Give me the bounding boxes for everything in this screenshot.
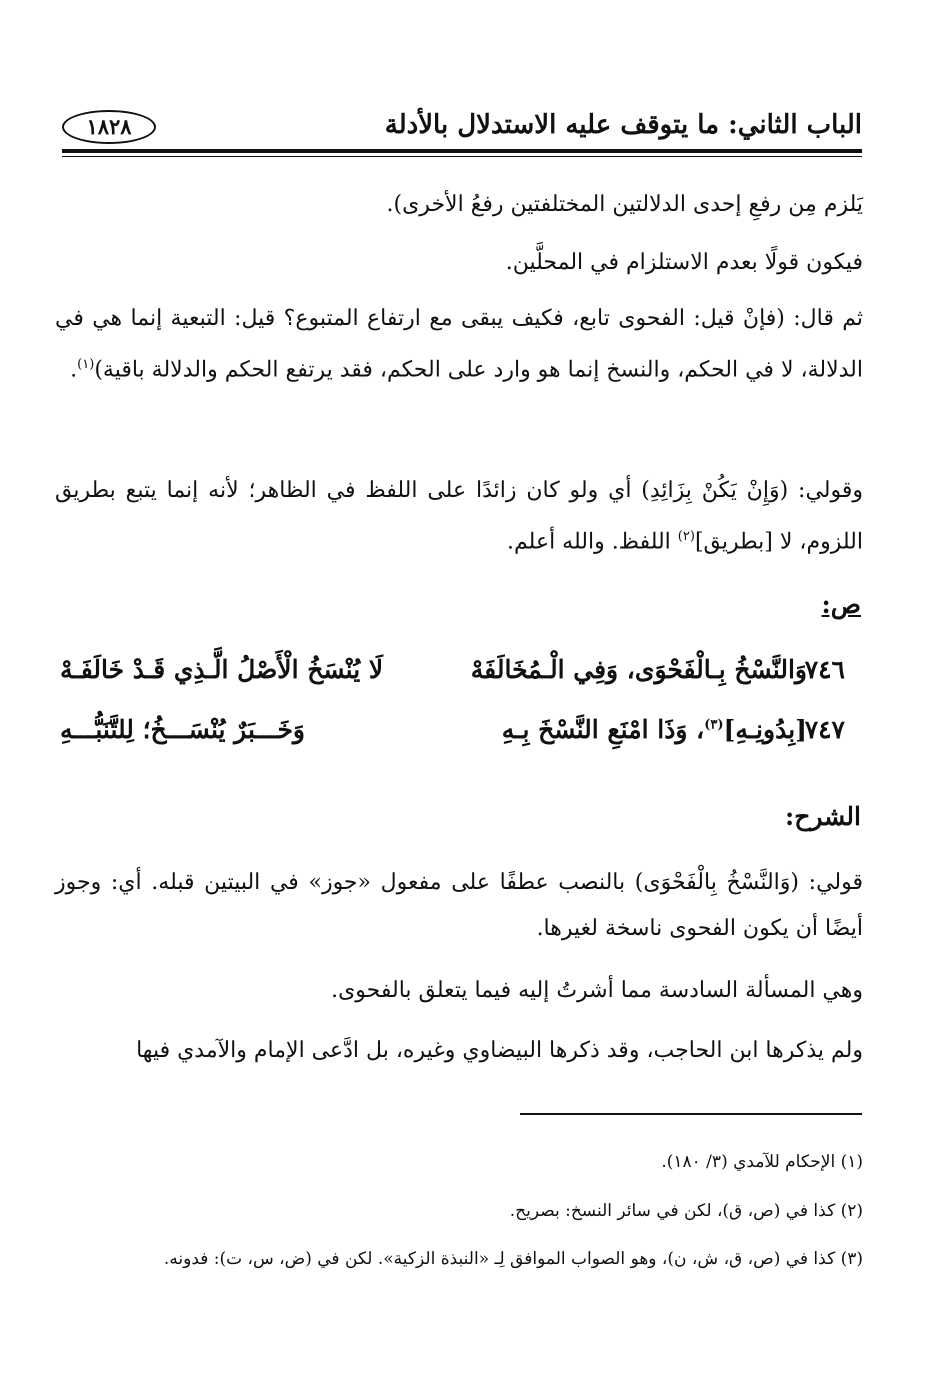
footnote-separator (520, 1113, 862, 1115)
paragraph-3: ثم قال: (فإنْ قيل: الفحوى تابع، فكيف يبقى مع ارتفاع المتبوع؟ قيل: التبعية إنما هي في الدلالة، لا في الحكم، والنسخ إنما هو وارد على الحكم، فقد يرتفع الحكم والدلالة باقية)$^{(١)}$. (55, 306, 863, 383)
paragraph-1: يَلزم مِن رفعِ إحدى الدلالتين المختلفتين رفعُ الأخرى). (386, 192, 863, 217)
verse-second-hemistich: وَخَـــبَرٌ يُنْسَـــخُ؛ لِلتَّنَبُّـــهِ (60, 715, 306, 744)
verse-747 (60, 715, 845, 757)
footnote-2: (٢) كذا في (ص، ق)، لكن في سائر النسخ: بصريح. (509, 1201, 863, 1221)
verse-second-hemistich: لَا يُنْسَخُ الْأَصْلُ الَّـذِي قَـدْ خَالَفَـهْ (60, 655, 384, 684)
footnote-ref-3: (٣) (704, 717, 724, 733)
text-heading: ص: (821, 590, 861, 619)
commentary-heading: الشرح: (784, 802, 861, 831)
verse-number: ٧٤٧ (804, 715, 845, 744)
commentary-paragraph-2: وهي المسألة السادسة مما أشرتُ إليه فيما يتعلق بالفحوى. (331, 978, 863, 1003)
paragraph-3-text: ثم قال: (فإنْ قيل: الفحوى تابع، فكيف يبقى مع ارتفاع المتبوع؟ قيل: التبعية إنما هي في الدلالة، لا في الحكم، والنسخ إنما هو وارد على الحكم، فقد يرتفع الحكم والدلالة باقية) (55, 306, 863, 383)
verse-first-hemistich-tail: ، وَذَا امْنَعِ النَّسْخَ بِـهِ (501, 715, 705, 744)
verse-first-hemistich-head: [بِدُونِـهِ] (723, 715, 807, 744)
commentary-paragraph-1: قولي: (وَالنَّسْخُ بِالْفَحْوَى) بالنصب عطفًا على مفعول «جوز» في البيتين قبله. أي: وجوز أيضًا أن يكون الفحوى ناسخة لغيرها. (55, 870, 863, 941)
commentary-paragraph-3: ولم يذكرها ابن الحاجب، وقد ذكرها البيضاوي وغيره، بل ادَّعى الإمام والآمدي فيها (136, 1038, 863, 1063)
paragraph-4-text-a: وقولي: (وَإِنْ يَكُنْ بِزَائِدِ) أي ولو كان زائدًا على اللفظ في الظاهر؛ لأنه إنما يتبع بطريق اللزوم، لا [بطريق] (55, 478, 863, 555)
verse-first-hemistich (502, 715, 807, 744)
verse-746 (60, 655, 845, 697)
footnote-3: (٣) كذا في (ص، ق، ش، ن)، وهو الصواب الموافق لِـ «النبذة الزكية». لكن في (ض، س، ت): فدونه. (163, 1249, 863, 1269)
footnote-1: (١) الإحكام للآمدي (٣/ ١٨٠). (661, 1152, 863, 1172)
running-title: الباب الثاني: ما يتوقف عليه الاستدلال بالأدلة (384, 110, 862, 140)
paragraph-4-text-b: اللفظ. والله أعلم. (507, 529, 678, 555)
footnote-ref-2: (٢) (677, 529, 695, 544)
footnote-ref-1: (١) (77, 357, 95, 372)
header-rule-thin (62, 156, 862, 157)
paragraph-4 (55, 468, 863, 565)
verse-first-hemistich: وَالنَّسْخُ بِـالْفَحْوَى، وَفِي الْـمُخَالَفَهْ (470, 655, 807, 684)
page-number: ١٨٢٨ (62, 110, 156, 144)
paragraph-2: فيكون قولًا بعدم الاستلزام في المحلَّين. (505, 250, 863, 275)
page-header (62, 108, 862, 148)
header-rule-thick (62, 149, 862, 153)
verse-number: ٧٤٦ (804, 655, 845, 684)
